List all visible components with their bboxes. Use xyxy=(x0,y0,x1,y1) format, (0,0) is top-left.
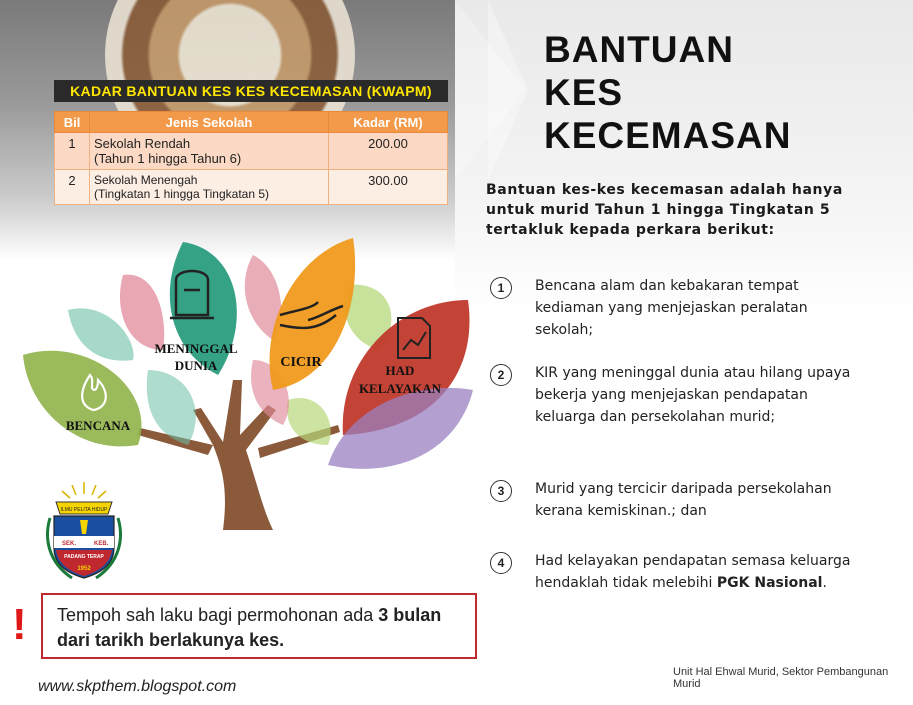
table-header-row xyxy=(55,112,448,133)
cell-jenis xyxy=(90,133,329,170)
header-bil: Bil xyxy=(55,112,90,133)
condition-text-main: Had kelayakan pendapatan semasa keluarga hendaklah tidak melebihi xyxy=(535,553,851,591)
condition-number: 3 xyxy=(490,480,512,502)
school-type: Sekolah Menengah xyxy=(94,173,198,187)
header-jenis-sekolah: Jenis Sekolah xyxy=(90,112,329,133)
cell-jenis xyxy=(90,170,329,205)
exclamation-icon: ! xyxy=(12,600,27,649)
table-row xyxy=(55,170,448,205)
logo-right-text: KEB. xyxy=(94,541,109,547)
notice-text-bold: 3 bulan dari tarikh berlakunya kes. xyxy=(57,605,442,650)
condition-number: 2 xyxy=(490,364,512,386)
table-caption: KADAR BANTUAN KES KES KECEMASAN (KWAPM) xyxy=(54,80,448,102)
sun-rays xyxy=(62,482,106,498)
logo-bottom-text: PADANG TERAP xyxy=(64,554,104,560)
condition-number: 4 xyxy=(490,552,512,574)
intro-text: Bantuan kes-kes kecemasan adalah hanya untuk murid Tahun 1 hingga Tingkatan 5 tertakluk kepada perkara berikut: xyxy=(486,182,843,238)
condition-text-bold: PGK Nasional xyxy=(716,575,823,591)
decorative-chevron xyxy=(488,0,528,180)
label-kelayakan: KELAYAKAN xyxy=(358,381,442,396)
school-logo xyxy=(42,478,126,582)
page-title xyxy=(544,28,791,157)
logo-year: 1952 xyxy=(77,566,91,572)
label-dunia: DUNIA xyxy=(174,358,218,373)
logo-banner-text: ILMU PELITA HIDUP xyxy=(60,507,108,513)
condition-text: Bencana alam dan kebakaran tempat kediaman yang menjejaskan peralatan sekolah; xyxy=(535,278,808,338)
notice-text-main: Tempoh sah laku bagi permohonan ada xyxy=(57,605,379,625)
cell-bil: 2 xyxy=(55,170,90,205)
condition-text xyxy=(535,550,865,594)
rate-table xyxy=(54,111,448,205)
notice-text xyxy=(57,603,467,653)
condition-text: KIR yang meninggal dunia atau hilang upaya bekerja yang menjejaskan pendapatan keluarga dan persekolahan murid; xyxy=(535,365,851,425)
label-cicir: CICIR xyxy=(280,355,322,370)
table-row xyxy=(55,133,448,170)
label-had: HAD xyxy=(385,363,415,378)
school-range: (Tahun 1 hingga Tahun 6) xyxy=(94,151,242,166)
cell-kadar: 200.00 xyxy=(329,133,448,170)
condition-text: Murid yang tercicir daripada persekolahan kerana kemiskinan.; dan xyxy=(535,481,832,519)
cell-bil: 1 xyxy=(55,133,90,170)
logo-left-text: SEK. xyxy=(62,541,77,547)
website-watermark: www.skpthem.blogspot.com xyxy=(38,678,237,695)
label-bencana: BENCANA xyxy=(65,418,131,433)
school-range: (Tingkatan 1 hingga Tingkatan 5) xyxy=(94,187,270,201)
label-meninggal: MENINGGAL xyxy=(154,341,238,356)
condition-number: 1 xyxy=(490,277,512,299)
header-kadar: Kadar (RM) xyxy=(329,112,448,133)
title-line-1: BANTUAN xyxy=(544,29,734,70)
cell-kadar: 300.00 xyxy=(329,170,448,205)
title-line-2: KES xyxy=(544,72,624,113)
validity-notice xyxy=(41,593,477,659)
title-line-3: KECEMASAN xyxy=(544,115,792,156)
condition-text-tail: . xyxy=(822,575,827,591)
credit-text: Unit Hal Ehwal Murid, Sektor Pembangunan Murid xyxy=(673,666,889,690)
school-type: Sekolah Rendah xyxy=(94,136,191,151)
